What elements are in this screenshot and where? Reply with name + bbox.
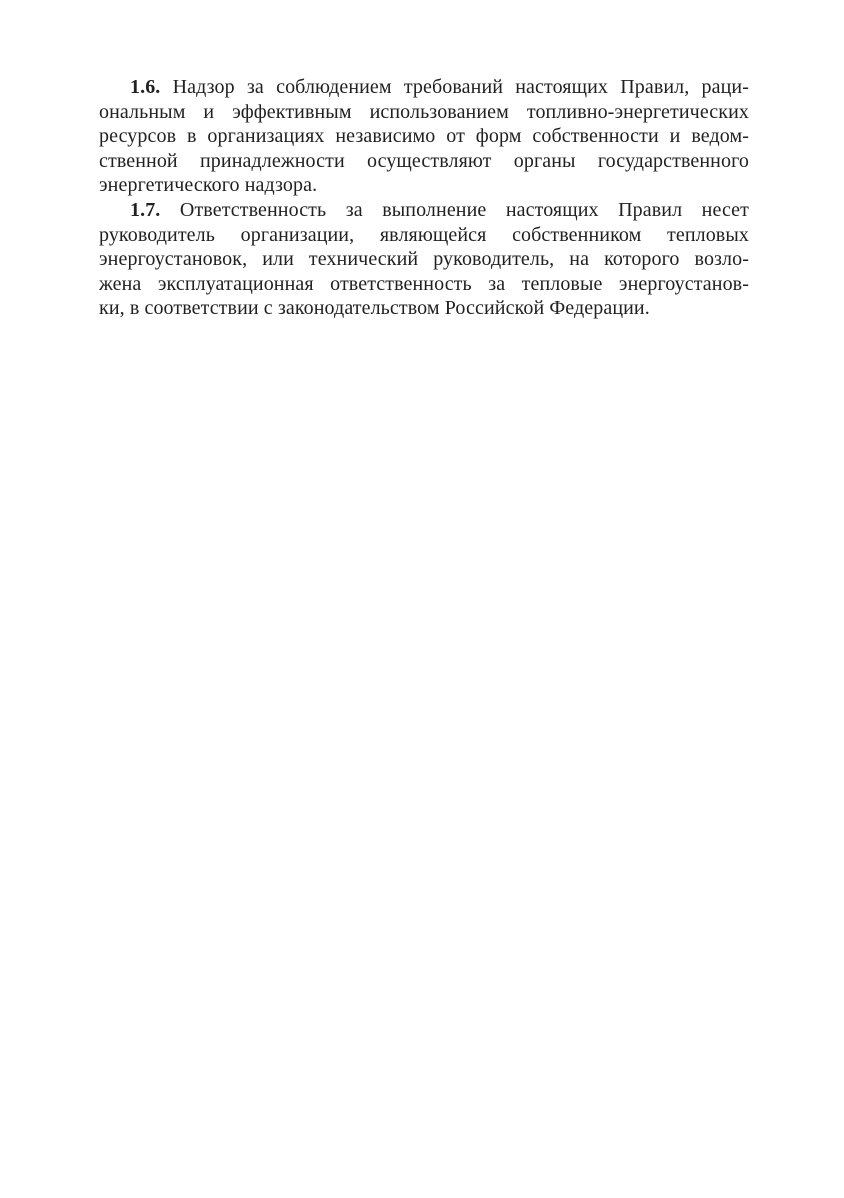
- text-line: руководитель организации, являющейся собственником тепловых: [99, 223, 749, 246]
- text-line: ональным и эффективным использованием топливно-энергетических: [99, 100, 749, 123]
- paragraph-number: 1.6.: [130, 76, 161, 98]
- text-line: [99, 75, 749, 100]
- text-line: ресурсов в организациях независимо от форм собственности и ведом-: [99, 125, 749, 148]
- paragraph-number: 1.7.: [130, 198, 161, 221]
- text-block: [99, 75, 749, 321]
- text-line: ственной принадлежности осуществляют органы государственного: [99, 149, 749, 172]
- paragraph-text: Ответственность за выполнение настоящих Правил несет: [179, 198, 749, 221]
- text-line: [99, 198, 749, 223]
- text-line: жена эксплуатационная ответственность за тепловые энергоустанов-: [99, 272, 749, 295]
- text-line: энергоустановок, или технический руководитель, на которого возло-: [99, 248, 749, 271]
- text-line: энергетического надзора.: [99, 174, 318, 197]
- text-line: ки, в соответствии с законодательством Российской Федерации.: [99, 297, 650, 320]
- paragraph-text: Надзор за соблюдением требований настоящих Правил, раци-: [172, 76, 749, 98]
